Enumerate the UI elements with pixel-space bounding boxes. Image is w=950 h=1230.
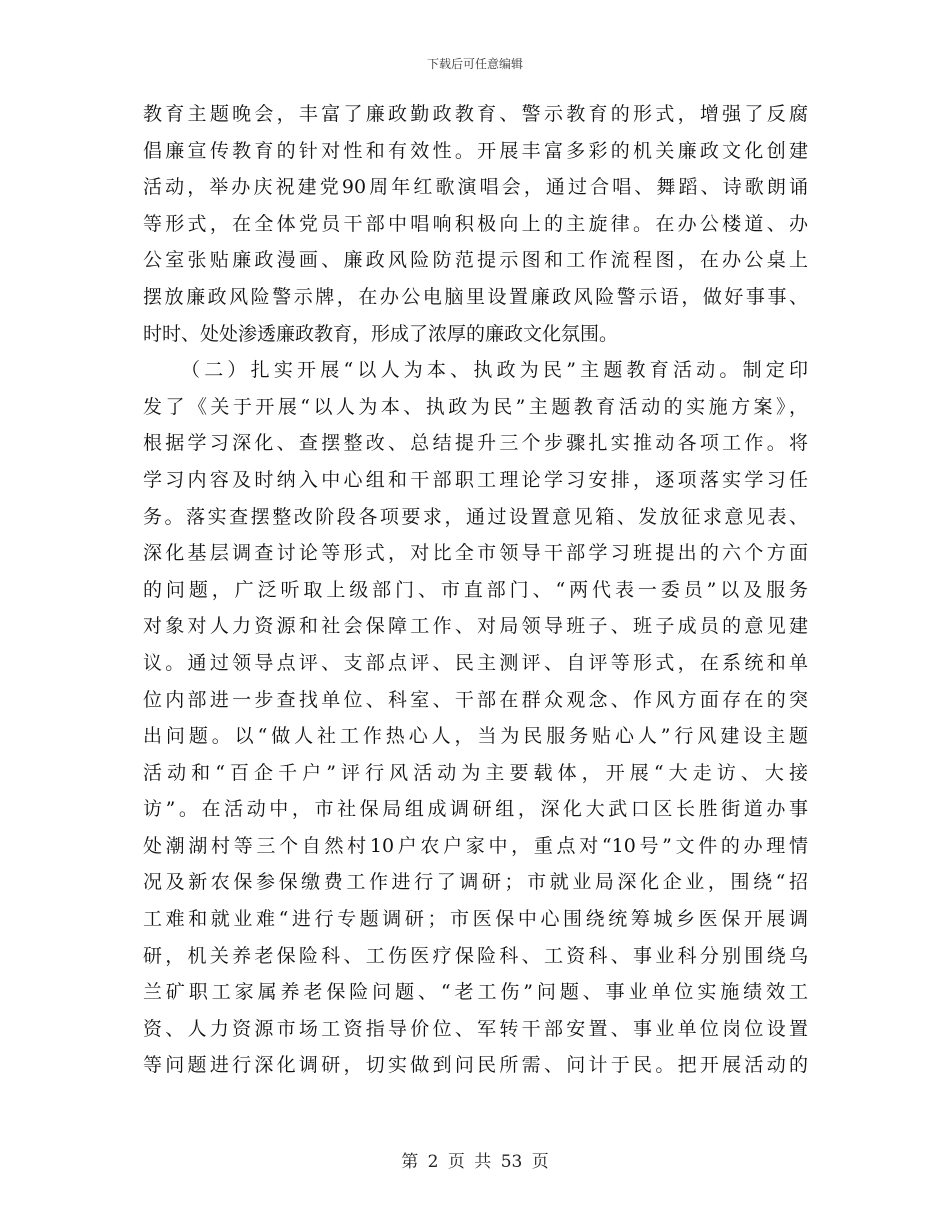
page-header-note: 下载后可任意编辑 — [426, 57, 523, 71]
text-line: 对象对人力资源和社会保障工作、对局领导班子、班子成员的意见建 — [143, 615, 808, 638]
text-line: 根据学习深化、查摆整改、总结提升三个步骤扎实推动各项工作。将 — [143, 432, 808, 455]
text-line: 处潮湖村等三个自然村10户农户家中，重点对“10号”文件的办理情 — [143, 834, 808, 857]
text-line: 况及新农保参保缴费工作进行了调研；市就业局深化企业，围绕“招 — [143, 871, 808, 894]
text-line: 教育主题晚会，丰富了廉政勤政教育、警示教育的形式，增强了反腐 — [143, 103, 808, 125]
section-heading-line: （二）扎实开展“以人为本、执政为民”主题教育活动。制定印 — [181, 359, 808, 382]
text-line: 资、人力资源市场工资指导价位、军转干部安置、事业单位岗位设置 — [143, 1017, 808, 1040]
text-line: 议。通过领导点评、支部点评、民主测评、自评等形式，在系统和单 — [143, 651, 808, 674]
text-line: 兰矿职工家属养老保险问题、“老工伤”问题、事业单位实施绩效工 — [143, 981, 808, 1004]
text-line: 发了《关于开展“以人为本、执政为民”主题教育活动的实施方案》， — [143, 395, 808, 418]
text-line: 时时、处处渗透廉政教育，形成了浓厚的廉政文化氛围。 — [143, 322, 619, 345]
document-body — [143, 96, 808, 1084]
text-line: 倡廉宣传教育的针对性和有效性。开展丰富多彩的机关廉政文化创建 — [143, 139, 808, 162]
text-line: 的问题，广泛听取上级部门、市直部门、“两代表一委员”以及服务 — [143, 578, 808, 601]
text-line: 活动，举办庆祝建党90周年红歌演唱会，通过合唱、舞蹈、诗歌朗诵 — [143, 176, 808, 199]
page-number-footer: 第 2 页 共 53 页 — [401, 1152, 549, 1172]
text-line: 工难和就业难“进行专题调研；市医保中心围绕统筹城乡医保开展调 — [143, 908, 808, 931]
text-line: 出问题。以“做人社工作热心人，当为民服务贴心人”行风建设主题 — [143, 725, 808, 748]
text-line: 研，机关养老保险科、工伤医疗保险科、工资科、事业科分别围绕乌 — [143, 944, 808, 967]
text-line: 务。落实查摆整改阶段各项要求，通过设置意见箱、发放征求意见表、 — [143, 505, 808, 528]
text-line: 访”。在活动中，市社保局组成调研组，深化大武口区长胜街道办事 — [143, 798, 808, 821]
text-line: 等形式，在全体党员干部中唱响积极向上的主旋律。在办公楼道、办 — [143, 212, 808, 235]
text-line: 位内部进一步查找单位、科室、干部在群众观念、作风方面存在的突 — [143, 688, 808, 711]
text-line: 活动和“百企千户”评行风活动为主要载体，开展“大走访、大接 — [143, 761, 808, 784]
text-line: 摆放廉政风险警示牌，在办公电脑里设置廉政风险警示语，做好事事、 — [143, 285, 808, 308]
text-line: 深化基层调查讨论等形式，对比全市领导干部学习班提出的六个方面 — [143, 542, 808, 565]
text-line: 学习内容及时纳入中心组和干部职工理论学习安排，逐项落实学习任 — [143, 468, 808, 491]
text-line: 公室张贴廉政漫画、廉政风险防范提示图和工作流程图，在办公桌上 — [143, 249, 808, 272]
text-line: 等问题进行深化调研，切实做到问民所需、问计于民。把开展活动的 — [143, 1054, 808, 1077]
